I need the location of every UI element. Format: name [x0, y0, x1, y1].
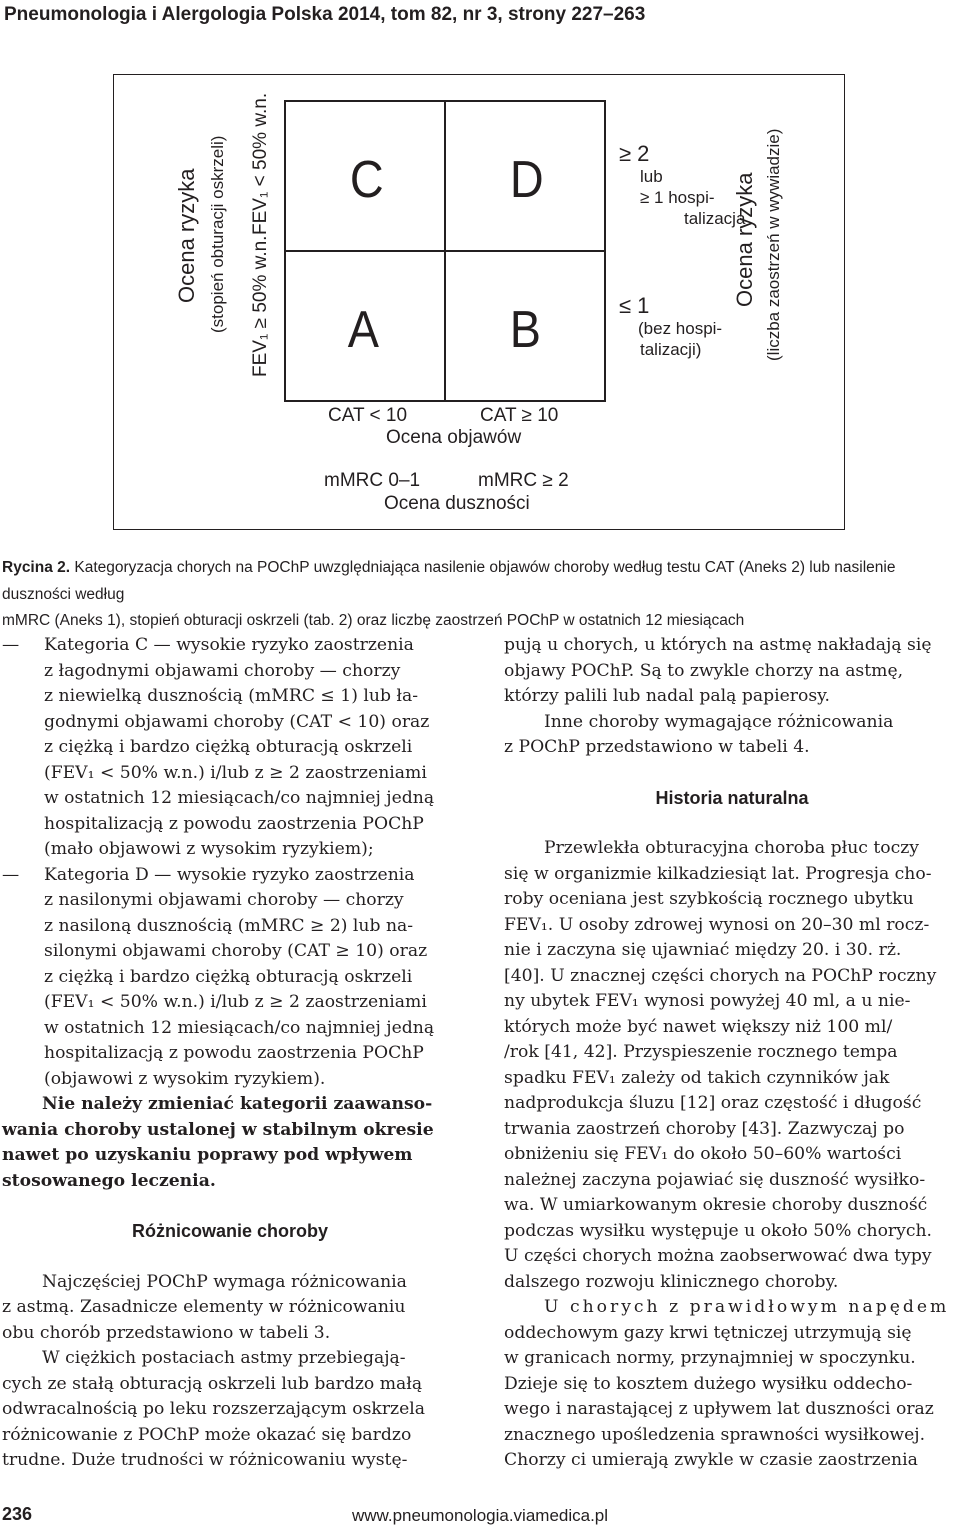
paragraph-line: Najczęściej POChP wymaga różnicowania [42, 1271, 407, 1292]
category-c-line: (mało objawowi z wysokim ryzykiem); [44, 839, 374, 859]
paragraph [504, 633, 960, 710]
exac-low-line1: ≤ 1 [619, 293, 650, 318]
category-d-line: w ostatnich 12 miesiącach/co najmniej jedną [44, 1017, 435, 1038]
paragraph-line: objawy POChP. Są to zwykle chorzy na astmę, [504, 660, 904, 681]
paragraph-line: znacznego upośledzenia sprawności wysiłkowej. [504, 1424, 926, 1445]
category-c-line: (FEV₁ < 50% w.n.) i/lub z ≥ 2 zaostrzeniami [44, 762, 427, 783]
cat-high-label: CAT ≥ 10 [480, 405, 559, 426]
cell-d-letter: D [509, 151, 544, 209]
cell-b [444, 250, 606, 402]
category-d-line: Kategoria D — wysokie ryzyko zaostrzenia [44, 864, 415, 885]
bold-note-line: stosowanego leczenia. [2, 1170, 216, 1191]
category-d-line: z nasiloną dusznością (mMRC ≥ 2) lub na- [44, 915, 414, 936]
page-number: 236 [2, 1504, 33, 1524]
paragraph-line: wego i narastającej z upływem lat duszności oraz [504, 1399, 934, 1419]
bold-note-line: wania choroby ustalonej w stabilnym okresie [2, 1119, 434, 1140]
risk-obturation-subtitle: (stopień obturacji oskrzeli) [208, 135, 227, 333]
left-column [2, 633, 458, 1474]
caption-line-1 [2, 555, 960, 608]
cat-title: Ocena objawów [386, 427, 522, 448]
risk-obturation-title: Ocena ryzyka [174, 168, 199, 303]
paragraph-line: [40]. U znacznej części chorych na POChP roczny [504, 965, 937, 986]
caption-line-2: mMRC (Aneks 1), stopień obturacji oskrzeli (tab. 2) oraz liczbę zaostrzeń POChP w ostatnich 12 miesiącach [2, 612, 745, 629]
dash-bullet: — [2, 635, 20, 655]
exac-low-line2: (bez hospi- [638, 319, 723, 338]
category-c-item [2, 633, 458, 863]
paragraph-line: których może być nawet większy niż 100 ml/ [504, 1016, 893, 1037]
cell-d [444, 100, 606, 252]
bold-note [2, 1092, 458, 1194]
exac-high-line1: ≥ 2 [619, 141, 650, 166]
paragraph-line: należnej zaczyna pojawiać się duszność wysiłko- [504, 1169, 926, 1190]
paragraph-line: Przewlekła obturacyjna choroba płuc toczy [544, 838, 920, 858]
paragraph-line: nadprodukcja śluzu [12] oraz częstość i długość [504, 1093, 922, 1113]
bold-note-line: Nie należy zmieniać kategorii zaawanso- [42, 1094, 433, 1114]
paragraph-line: podczas wysiłku występuje u około 50% chorych. [504, 1220, 933, 1241]
paragraph-line: W ciężkich postaciach astmy przebiegają- [42, 1348, 406, 1368]
cell-a [284, 250, 446, 402]
paragraph-line: odwracalnością po leku rozszerzającym oskrzela [2, 1399, 426, 1419]
category-c-line: w ostatnich 12 miesiącach/co najmniej jedną [44, 788, 435, 808]
paragraph-line: różnicowanie z POChP może okazać się bardzo [2, 1424, 412, 1445]
paragraph-line: obu chorób przedstawiono w tabeli 3. [2, 1322, 331, 1343]
paragraph-line: /rok [41, 42]. Przyspieszenie rocznego tempa [504, 1042, 898, 1062]
paragraph [504, 836, 960, 1295]
paragraph-line: z POChP przedstawiono w tabeli 4. [504, 737, 810, 757]
paragraph-line: spadku FEV₁ zależy od takich czynników jak [504, 1067, 890, 1088]
caption-text-1: Kategoryzacja chorych na POChP uwzględniająca nasilenie objawów choroby według testu CAT (Aneks 2) lub nasilenie duszności według [2, 559, 896, 603]
cell-c-letter: C [349, 151, 384, 209]
cat-low-label: CAT < 10 [328, 405, 408, 426]
paragraph [504, 1295, 960, 1474]
paragraph-line: nie i zaczyna się ujawniać między 20. i 30. rż. [504, 940, 902, 960]
fev-low-label: FEV₁ < 50% w.n. [250, 92, 271, 235]
section-title-differential: Różnicowanie choroby [131, 1221, 329, 1241]
paragraph-line: obniżeniu się FEV₁ do około 50–60% wartości [504, 1144, 902, 1164]
mmrc-title: Ocena duszności [384, 493, 530, 514]
exac-high-line3: ≥ 1 hospi- [640, 188, 715, 207]
mmrc-low-label: mMRC 0–1 [324, 470, 421, 491]
paragraph [2, 1346, 458, 1474]
exac-high-line2: lub [640, 167, 663, 186]
paragraph [2, 1270, 458, 1347]
journal-header: Pneumonologia i Alergologia Polska 2014, tom 82, nr 3, strony 227–263 [4, 4, 646, 25]
category-c-line: Kategoria C — wysokie ryzyko zaostrzenia [44, 635, 414, 655]
category-d-line: hospitalizacją z powodu zaostrzenia POChP [44, 1043, 424, 1063]
paragraph-line: Inne choroby wymagające różnicowania [544, 711, 894, 732]
paragraph [504, 710, 960, 761]
paragraph-line: wa. W umiarkowanym okresie choroby duszność [504, 1195, 928, 1215]
category-c-line: z łagodnymi objawami choroby — chorzy [44, 660, 401, 681]
section-title-natural-history: Historia naturalna [655, 787, 809, 808]
category-d-line: (objawowi z wysokim ryzykiem). [44, 1068, 326, 1089]
paragraph-line: U części chorych można zaobserwować dwa typy [504, 1246, 932, 1266]
paragraph-line: z astmą. Zasadnicze elementy w różnicowaniu [2, 1297, 406, 1317]
paragraph-line: Dzieje się to kosztem dużego wysiłku oddecho- [504, 1373, 913, 1394]
paragraph-line: FEV₁. U osoby zdrowej wynosi on 20–30 ml rocz- [504, 914, 930, 935]
figure-caption [2, 555, 960, 635]
paragraph-line: trudne. Duże trudności w różnicowaniu wystę- [2, 1450, 408, 1470]
paragraph-line: którzy palili lub nadal palą papierosy. [504, 686, 831, 706]
paragraph-line: dalszego rozwoju klinicznego choroby. [504, 1271, 839, 1292]
paragraph-line: trwania zaostrzeń choroby [43]. Zazwyczaj po [504, 1118, 905, 1139]
caption-label: Rycina 2. [2, 559, 71, 576]
fev-high-label: FEV₁ ≥ 50% w.n. [250, 235, 271, 377]
risk-exac-subtitle: (liczba zaostrzeń w wywiadzie) [764, 128, 783, 361]
category-d-line: (FEV₁ < 50% w.n.) i/lub z ≥ 2 zaostrzeniami [44, 992, 427, 1012]
category-d-line: z ciężką i bardzo ciężką obturacją oskrzeli [44, 966, 413, 987]
category-c-line: godnymi objawami choroby (CAT < 10) oraz [44, 711, 430, 732]
paragraph-line: roby oceniana jest szybkością rocznego ubytku [504, 889, 914, 909]
bold-note-line: nawet po uzyskaniu poprawy pod wpływem [2, 1145, 413, 1165]
paragraph-line: oddechowym gazy krwi tętniczej utrzymują się [504, 1322, 912, 1343]
category-d-item [2, 863, 458, 1093]
category-d-line: silonymi objawami choroby (CAT ≥ 10) oraz [44, 941, 428, 961]
category-c-line: z niewielką dusznością (mMRC ≤ 1) lub ła- [44, 686, 419, 706]
paragraph-line: cych ze stałą obturacją oskrzeli lub bardzo małą [2, 1373, 423, 1394]
dash-bullet: — [2, 864, 20, 885]
journal-url[interactable]: www.pneumonologia.viamedica.pl [351, 1506, 609, 1525]
figure-box [113, 74, 845, 530]
category-c-line: z ciężką i bardzo ciężką obturacją oskrzeli [44, 737, 413, 757]
paragraph-line: pują u chorych, u których na astmę nakładają się [504, 635, 932, 655]
category-c-line: hospitalizacją z powodu zaostrzenia POChP [44, 813, 424, 834]
paragraph-line: U chorych z prawidłowym napędem [544, 1297, 950, 1317]
right-column [504, 633, 960, 1474]
exac-low-line3: talizacji) [640, 340, 702, 359]
cell-b-letter: B [509, 301, 541, 359]
exac-high-line4: talizacja [684, 209, 746, 228]
mmrc-high-label: mMRC ≥ 2 [478, 470, 569, 491]
risk-exac-title: Ocena ryzyka [732, 172, 757, 307]
cell-a-letter: A [347, 301, 379, 359]
paragraph-line: się w organizmie kilkadziesiąt lat. Progresja cho- [504, 863, 932, 884]
category-d-line: z nasilonymi objawami choroby — chorzy [44, 890, 404, 910]
paragraph-line: Chorzy ci umierają zwykle w czasie zaostrzenia [504, 1450, 918, 1470]
cell-c [284, 100, 446, 252]
paragraph-line: ny ubytek FEV₁ wynosi powyżej 40 ml, a u nie- [504, 991, 911, 1011]
paragraph-line: w granicach normy, przynajmniej w spoczynku. [504, 1348, 916, 1368]
